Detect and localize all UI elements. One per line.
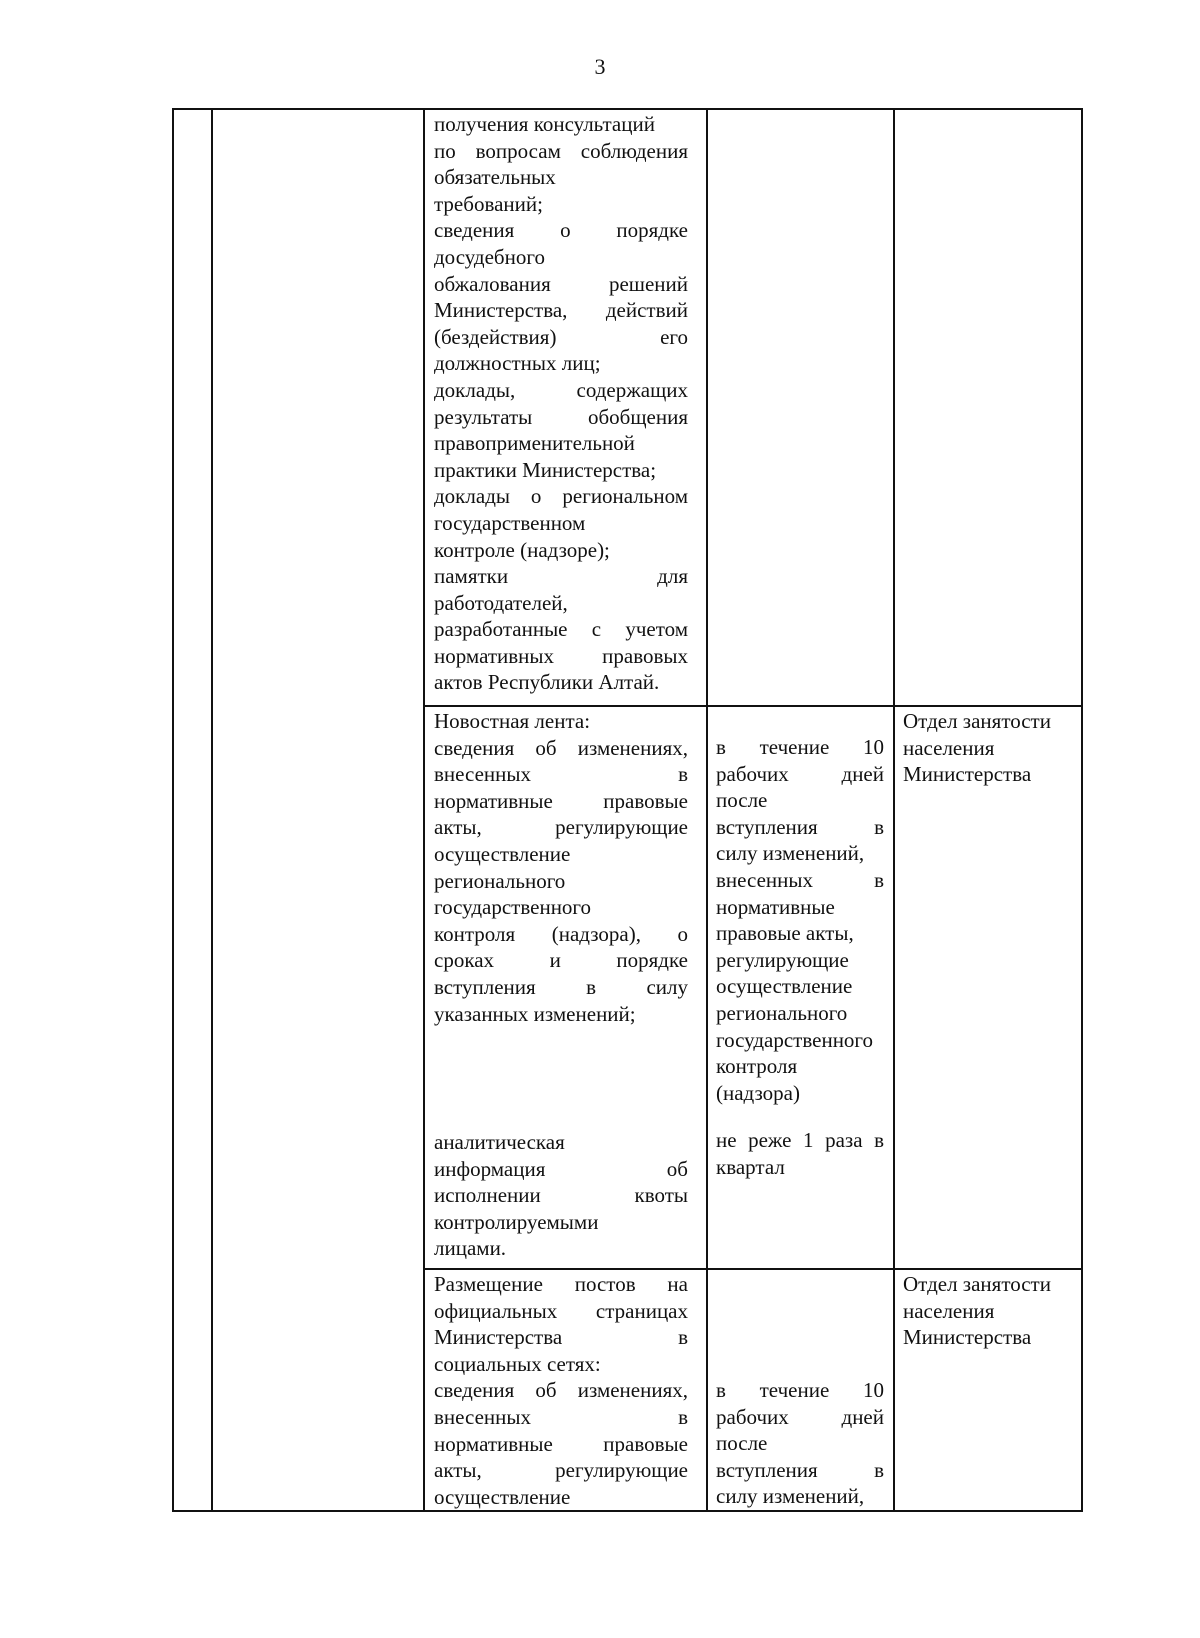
cell-line: внесенных в — [716, 867, 884, 892]
cell-line: после — [716, 1431, 768, 1456]
cell-line: нормативных правовых — [434, 643, 688, 668]
row-2-info-cell — [434, 708, 688, 1027]
cell-line: сведения о порядке — [434, 218, 688, 243]
cell-line: рабочих дней — [716, 761, 884, 786]
cell-line: лицами. — [434, 1236, 507, 1261]
cell-line: регионального — [434, 868, 566, 893]
cell-line: доклады, содержащих — [434, 377, 688, 402]
cell-line: получения консультаций — [434, 112, 655, 136]
row-2-term-cell-part-2 — [716, 1127, 884, 1180]
cell-line: Министерства, действий — [434, 298, 688, 323]
row-2-term-cell — [716, 734, 884, 1106]
row-3-term-cell — [716, 1377, 884, 1510]
table-border-right — [1081, 109, 1083, 1511]
cell-line: государственном — [434, 510, 586, 535]
cell-line: нормативные правовые — [434, 788, 688, 813]
cell-line: не реже 1 раза в — [716, 1128, 884, 1152]
cell-line: вступления в силу — [434, 974, 688, 999]
cell-line: сведения об изменениях, — [434, 1378, 688, 1403]
cell-line: требований; — [434, 191, 543, 216]
cell-line: сроках и порядке — [434, 948, 688, 973]
cell-line: в течение 10 — [716, 1378, 884, 1402]
row-2-responsible-cell — [903, 708, 1073, 788]
cell-line: контроля — [716, 1054, 798, 1079]
cell-line: контроле (надзоре); — [434, 537, 610, 562]
cell-line: правоприменительной — [434, 431, 635, 456]
cell-line: (бездействия) его — [434, 324, 688, 349]
cell-line: результаты обобщения — [434, 404, 688, 429]
cell-line: правовые акты, — [716, 921, 854, 946]
cell-line: должностных лиц; — [434, 351, 601, 376]
cell-line: разработанные с учетом — [434, 617, 688, 642]
cell-line: Отдел занятости — [903, 709, 1051, 733]
cell-line: информация об — [434, 1156, 688, 1181]
cell-line: Министерства — [903, 762, 1032, 787]
cell-line: вступления в — [716, 814, 884, 839]
cell-line: населения — [903, 735, 995, 760]
cell-line: в течение 10 — [716, 735, 884, 759]
column-divider-4 — [893, 109, 895, 1511]
cell-line: регионального — [716, 1000, 848, 1025]
cell-line: силу изменений, — [716, 841, 865, 866]
cell-line: внесенных в — [434, 1404, 688, 1429]
cell-line: вступления в — [716, 1457, 884, 1482]
cell-line: квартал — [716, 1154, 785, 1179]
row-3-responsible-cell — [903, 1271, 1073, 1351]
cell-line: обжалования решений — [434, 271, 688, 296]
cell-line: доклады о региональном — [434, 484, 688, 509]
cell-line: рабочих дней — [716, 1404, 884, 1429]
cell-line: сведения об изменениях, — [434, 735, 688, 760]
row-divider-1 — [423, 705, 1083, 707]
column-divider-2 — [423, 109, 425, 1511]
row-divider-2 — [423, 1268, 1083, 1270]
table-border-top — [172, 108, 1083, 110]
cell-line: (надзора) — [716, 1080, 800, 1105]
column-divider-1 — [211, 109, 213, 1511]
cell-line: обязательных — [434, 165, 556, 190]
cell-line: осуществление — [716, 974, 853, 999]
cell-line: досудебного — [434, 244, 545, 269]
cell-line: аналитическая — [434, 1130, 565, 1154]
cell-line: после — [716, 788, 768, 813]
cell-line: контролируемыми — [434, 1209, 599, 1234]
cell-line: социальных сетях: — [434, 1351, 601, 1376]
cell-line: Министерства в — [434, 1325, 688, 1350]
cell-line: практики Министерства; — [434, 457, 657, 482]
cell-line: актов Республики Алтай. — [434, 670, 660, 695]
cell-line: силу изменений, — [716, 1484, 865, 1509]
cell-line: памятки для — [434, 564, 688, 589]
cell-line: акты, регулирующие — [434, 815, 688, 840]
cell-line: осуществление — [434, 841, 571, 866]
cell-line: государственного — [434, 895, 592, 920]
cell-line: нормативные — [716, 894, 835, 919]
cell-line: работодателей, — [434, 590, 568, 615]
column-divider-3 — [706, 109, 708, 1511]
cell-line: Новостная лента: — [434, 709, 591, 733]
cell-line: контроля (надзора), о — [434, 921, 688, 946]
cell-line: указанных изменений; — [434, 1001, 636, 1026]
row-3-info-cell — [434, 1271, 688, 1510]
row-1-info-cell — [434, 111, 688, 696]
cell-line: нормативные правовые — [434, 1431, 688, 1456]
cell-line: Министерства — [903, 1325, 1032, 1350]
cell-line: по вопросам соблюдения — [434, 138, 688, 163]
cell-line: официальных страницах — [434, 1298, 688, 1323]
cell-line: акты, регулирующие — [434, 1458, 688, 1483]
cell-line: регулирующие — [716, 947, 849, 972]
cell-line: Размещение постов на — [434, 1272, 688, 1296]
table-border-left — [172, 109, 174, 1511]
cell-line: исполнении квоты — [434, 1183, 688, 1208]
row-2-info-cell-part-2 — [434, 1129, 688, 1262]
cell-line: государственного — [716, 1027, 874, 1052]
page-number: 3 — [594, 54, 606, 79]
cell-line: внесенных в — [434, 762, 688, 787]
cell-line: осуществление — [434, 1484, 571, 1509]
cell-line: населения — [903, 1298, 995, 1323]
cell-line: Отдел занятости — [903, 1272, 1051, 1296]
